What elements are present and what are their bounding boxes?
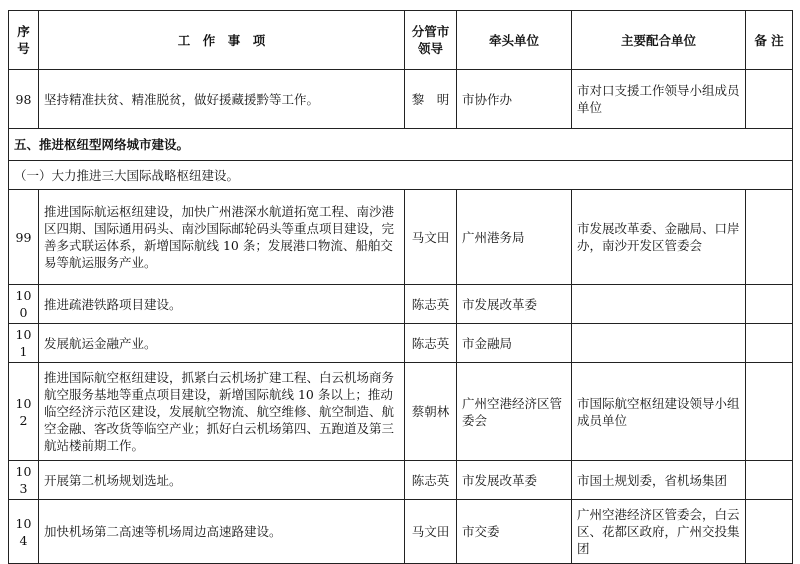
row-task: 推进疏港铁路项目建设。 [39,285,405,324]
row-no: 101 [9,324,39,363]
row-remark [746,285,793,324]
row-coop: 市发展改革委、金融局、口岸办，南沙开发区管委会 [572,190,746,285]
header-dept: 牵头单位 [457,11,572,70]
table-row [9,324,793,363]
row-leader: 马文田 [405,500,457,564]
row-dept: 广州空港经济区管委会 [457,363,572,461]
row-remark [746,363,793,461]
table-row [9,500,793,564]
row-task: 推进国际航空枢纽建设，抓紧白云机场扩建工程、白云机场商务航空服务基地等重点项目建设，新增国际航线 10 条以上；推动临空经济示范区建设，发展航空物流、航空维修、航空制造、航空金融、客改货等临空产业；抓好白云机场第四、五跑道及第三航站楼前期工作。 [39,363,405,461]
row-dept: 市发展改革委 [457,285,572,324]
row-remark [746,70,793,129]
row-dept: 市发展改革委 [457,461,572,500]
row-no: 98 [9,70,39,129]
row-no: 100 [9,285,39,324]
table-row [9,190,793,285]
row-coop: 市国际航空枢纽建设领导小组成员单位 [572,363,746,461]
header-row [9,11,793,70]
section-row [9,129,793,161]
row-task: 推进国际航运枢纽建设，加快广州港深水航道拓宽工程、南沙港区四期、国际通用码头、南沙国际邮轮码头等重点项目建设，完善多式联运体系，新增国际航线 10 条；发展港口物流、船舶交易等航运服务产业。 [39,190,405,285]
header-coop: 主要配合单位 [572,11,746,70]
section-heading: 五、推进枢纽型网络城市建设。 [9,129,793,161]
row-remark [746,190,793,285]
header-leader: 分管市领导 [405,11,457,70]
row-no: 103 [9,461,39,500]
row-leader: 陈志英 [405,324,457,363]
row-no: 99 [9,190,39,285]
row-leader: 马文田 [405,190,457,285]
row-remark [746,500,793,564]
work-items-table [8,10,793,564]
row-no: 102 [9,363,39,461]
row-leader: 陈志英 [405,461,457,500]
row-coop [572,324,746,363]
row-dept: 市金融局 [457,324,572,363]
row-task: 发展航运金融产业。 [39,324,405,363]
table-row [9,461,793,500]
subsection-row [9,161,793,190]
header-no: 序号 [9,11,39,70]
table-row [9,70,793,129]
row-coop: 市对口支援工作领导小组成员单位 [572,70,746,129]
row-task: 开展第二机场规划选址。 [39,461,405,500]
row-dept: 市协作办 [457,70,572,129]
row-coop: 市国土规划委，省机场集团 [572,461,746,500]
table-row [9,285,793,324]
row-remark [746,324,793,363]
row-task: 加快机场第二高速等机场周边高速路建设。 [39,500,405,564]
row-task: 坚持精准扶贫、精准脱贫，做好援藏援黔等工作。 [39,70,405,129]
row-leader: 黎 明 [405,70,457,129]
subsection-heading: （一）大力推进三大国际战略枢纽建设。 [9,161,793,190]
row-remark [746,461,793,500]
header-task: 工 作 事 项 [39,11,405,70]
row-dept: 市交委 [457,500,572,564]
row-dept: 广州港务局 [457,190,572,285]
header-remark: 备 注 [746,11,793,70]
row-leader: 陈志英 [405,285,457,324]
row-no: 104 [9,500,39,564]
table-row [9,363,793,461]
row-coop: 广州空港经济区管委会，白云区、花都区政府，广州交投集团 [572,500,746,564]
row-leader: 蔡朝林 [405,363,457,461]
row-coop [572,285,746,324]
